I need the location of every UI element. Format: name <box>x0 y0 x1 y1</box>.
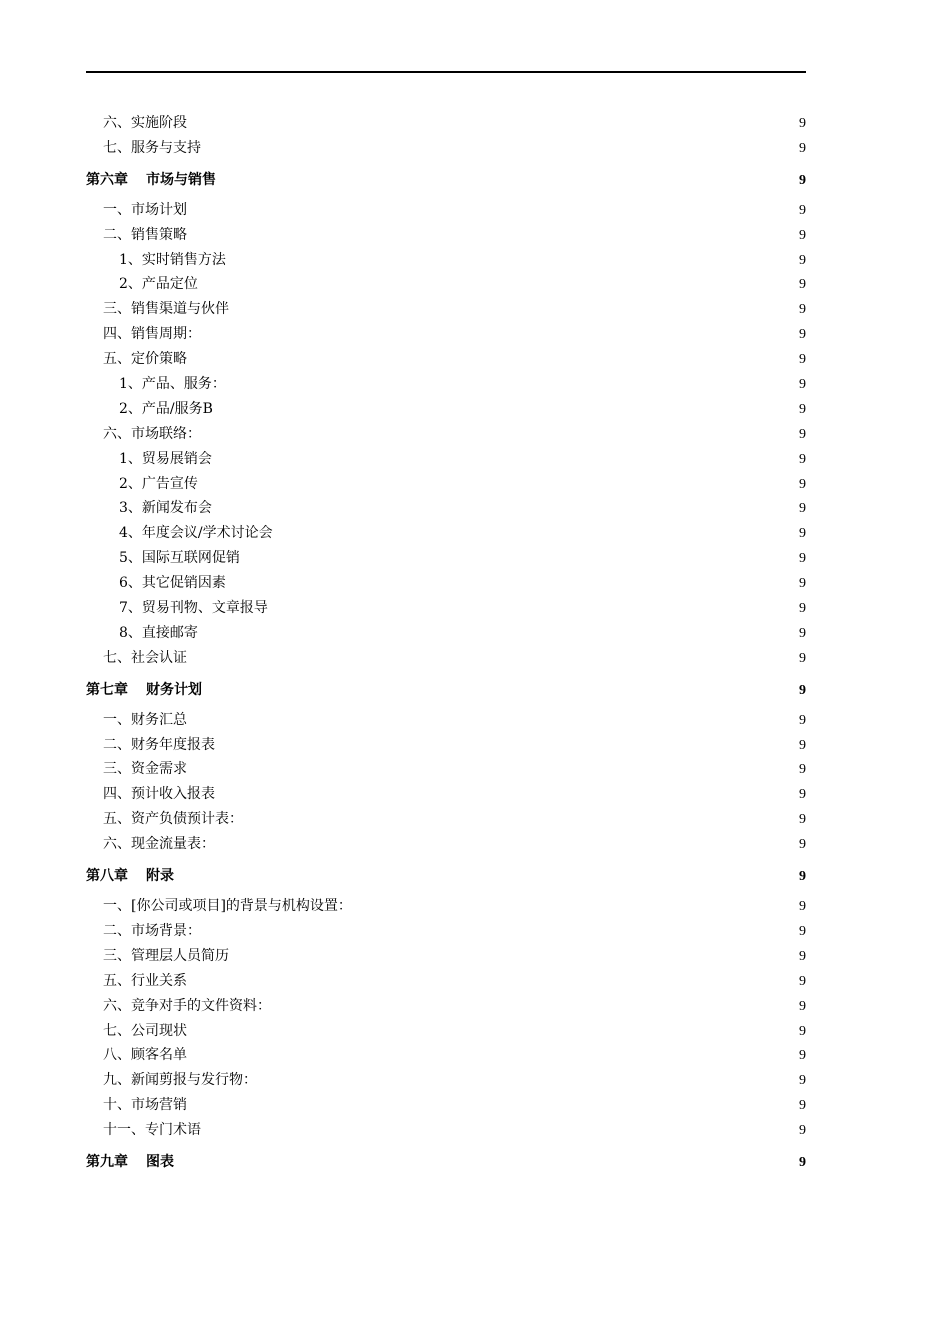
toc-entry[interactable] <box>86 832 806 857</box>
page-number: 9 <box>799 899 806 915</box>
toc-entry-label: 四、预计收入报表 <box>103 786 215 803</box>
toc-entry-label: 八、顾客名单 <box>103 1047 187 1064</box>
page-number: 9 <box>799 202 806 218</box>
page-number: 9 <box>799 923 806 939</box>
page-number: 9 <box>799 1073 806 1089</box>
chapter-number: 第七章 <box>86 681 128 698</box>
toc-entry-label: 5、国际互联网促销 <box>119 550 240 567</box>
toc-chapter-entry[interactable] <box>86 1148 806 1176</box>
page-number: 9 <box>799 172 806 188</box>
toc-entry-label: 1、贸易展销会 <box>119 450 212 467</box>
toc-entry[interactable] <box>86 969 806 994</box>
page-number: 9 <box>799 526 806 542</box>
toc-entry[interactable] <box>86 297 806 322</box>
toc-entry[interactable] <box>86 521 806 546</box>
page-number: 9 <box>799 998 806 1014</box>
page-number: 9 <box>799 352 806 368</box>
toc-entry[interactable] <box>86 807 806 832</box>
toc-entry-label: 2、产品/服务B <box>119 400 213 417</box>
toc-entry-label: 一、[你公司或项目]的背景与机构设置： <box>103 898 352 915</box>
toc-chapter-entry[interactable] <box>86 166 806 194</box>
page-number: 9 <box>799 501 806 517</box>
toc-entry[interactable] <box>86 347 806 372</box>
page-number: 9 <box>799 1098 806 1114</box>
page-number: 9 <box>799 277 806 293</box>
toc-entry-label: 九、新闻剪报与发行物： <box>103 1072 257 1089</box>
toc-entry-label: 三、管理层人员简历 <box>103 947 229 964</box>
page-number: 9 <box>799 737 806 753</box>
toc-entry[interactable] <box>86 757 806 782</box>
toc-chapter-entry[interactable] <box>86 676 806 704</box>
page-number: 9 <box>799 787 806 803</box>
toc-entry[interactable] <box>86 894 806 919</box>
toc-entry[interactable] <box>86 447 806 472</box>
toc-entry[interactable] <box>86 994 806 1019</box>
header-rule <box>86 71 806 73</box>
page-number: 9 <box>799 377 806 393</box>
toc-entry[interactable] <box>86 496 806 521</box>
chapter-title: 市场与销售 <box>146 171 216 188</box>
toc-entry-label: 七、公司现状 <box>103 1022 187 1039</box>
page-number: 9 <box>799 1154 806 1170</box>
page-number: 9 <box>799 1023 806 1039</box>
page-number: 9 <box>799 1123 806 1139</box>
page-number: 9 <box>799 451 806 467</box>
toc-entry-label: 8、直接邮寄 <box>119 624 198 641</box>
toc-entry-label: 4、年度会议/学术讨论会 <box>119 525 273 542</box>
page-number: 9 <box>799 1048 806 1064</box>
page-number: 9 <box>799 869 806 885</box>
toc-entry-label: 一、市场计划 <box>103 201 187 218</box>
toc-entry-label: 五、资产负债预计表： <box>103 811 243 828</box>
toc-entry-label: 2、产品定位 <box>119 276 198 293</box>
chapter-number: 第六章 <box>86 171 128 188</box>
page-number: 9 <box>799 227 806 243</box>
toc-entry-label: 六、实施阶段 <box>103 115 187 131</box>
toc-entry[interactable] <box>86 919 806 944</box>
toc-entry-label: 十、市场营销 <box>103 1097 187 1114</box>
page-number: 9 <box>799 327 806 343</box>
toc-entry-label: 三、资金需求 <box>103 761 187 778</box>
toc-entry-label: 五、定价策略 <box>103 351 187 368</box>
page-number: 9 <box>799 551 806 567</box>
toc-entry[interactable] <box>86 111 806 136</box>
toc-entry-label: 三、销售渠道与伙伴 <box>103 301 229 318</box>
toc-entry-label: 七、服务与支持 <box>103 139 201 156</box>
toc-entry-label: 六、市场联络： <box>103 425 201 442</box>
page-number: 9 <box>799 601 806 617</box>
toc-entry[interactable] <box>86 571 806 596</box>
page-number: 9 <box>799 837 806 853</box>
toc-entry[interactable] <box>86 621 806 646</box>
toc-entry-label: 十一、专门术语 <box>103 1122 201 1139</box>
chapter-number: 第九章 <box>86 1153 128 1170</box>
toc-entry[interactable] <box>86 596 806 621</box>
toc-entry-label: 一、财务汇总 <box>103 711 187 728</box>
toc-entry-label: 2、广告宣传 <box>119 475 198 492</box>
page-number: 9 <box>799 812 806 828</box>
toc-entry[interactable] <box>86 944 806 969</box>
toc-entry-label <box>86 166 216 194</box>
page-number: 9 <box>799 252 806 268</box>
page-number: 9 <box>799 476 806 492</box>
toc-entry-label <box>86 1148 174 1176</box>
toc-entry-label <box>86 862 174 890</box>
toc-chapter-entry[interactable] <box>86 862 806 890</box>
page-number: 9 <box>799 762 806 778</box>
toc-entry[interactable] <box>86 397 806 422</box>
toc-entry-label: 7、贸易刊物、文章报导 <box>119 600 268 617</box>
toc-entry-label <box>86 676 202 704</box>
toc-entry-label: 1、产品、服务： <box>119 376 226 393</box>
toc-entry[interactable] <box>86 422 806 447</box>
toc-entry[interactable] <box>86 372 806 397</box>
toc-entry[interactable] <box>86 646 806 671</box>
toc-entry[interactable] <box>86 248 806 273</box>
toc-entry-label: 1、实时销售方法 <box>119 251 226 268</box>
toc-entry[interactable] <box>86 198 806 223</box>
toc-entry[interactable] <box>86 136 806 161</box>
page-number: 9 <box>799 576 806 592</box>
toc-entry-label: 五、行业关系 <box>103 972 187 989</box>
toc-entry[interactable] <box>86 472 806 497</box>
page-number: 9 <box>799 625 806 641</box>
page-number: 9 <box>799 682 806 698</box>
toc-entry-label: 二、市场背景： <box>103 922 201 939</box>
toc-entry-label: 四、销售周期： <box>103 326 201 343</box>
page-number: 9 <box>799 948 806 964</box>
toc-entry[interactable] <box>86 733 806 758</box>
chapter-title: 图表 <box>146 1153 174 1170</box>
toc-entry[interactable] <box>86 1118 806 1143</box>
page-number: 9 <box>799 302 806 318</box>
toc-entry[interactable] <box>86 1068 806 1093</box>
page-number: 9 <box>799 116 806 131</box>
chapter-title: 财务计划 <box>146 681 202 698</box>
page-number: 9 <box>799 973 806 989</box>
toc-entry[interactable] <box>86 782 806 807</box>
toc-entry-label: 七、社会认证 <box>103 649 187 666</box>
toc-entry[interactable] <box>86 1043 806 1068</box>
toc-entry[interactable] <box>86 1019 806 1044</box>
toc-entry[interactable] <box>86 223 806 248</box>
toc-entry[interactable] <box>86 1093 806 1118</box>
toc-entry-label: 二、财务年度报表 <box>103 736 215 753</box>
page-number: 9 <box>799 140 806 156</box>
toc-entry[interactable] <box>86 272 806 297</box>
page-number: 9 <box>799 401 806 417</box>
chapter-title: 附录 <box>146 868 174 885</box>
toc-entry-label: 二、销售策略 <box>103 226 187 243</box>
toc-entry-label: 6、其它促销因素 <box>119 575 226 592</box>
toc-entry-label: 3、新闻发布会 <box>119 500 212 517</box>
page-number: 9 <box>799 712 806 728</box>
toc-entry-label: 六、竞争对手的文件资料： <box>103 997 271 1014</box>
toc-entry[interactable] <box>86 322 806 347</box>
toc-entry[interactable] <box>86 708 806 733</box>
page-number: 9 <box>799 650 806 666</box>
table-of-contents <box>86 111 806 1180</box>
toc-entry[interactable] <box>86 546 806 571</box>
chapter-number: 第八章 <box>86 868 128 885</box>
toc-entry-label: 六、现金流量表： <box>103 836 215 853</box>
page-number: 9 <box>799 426 806 442</box>
